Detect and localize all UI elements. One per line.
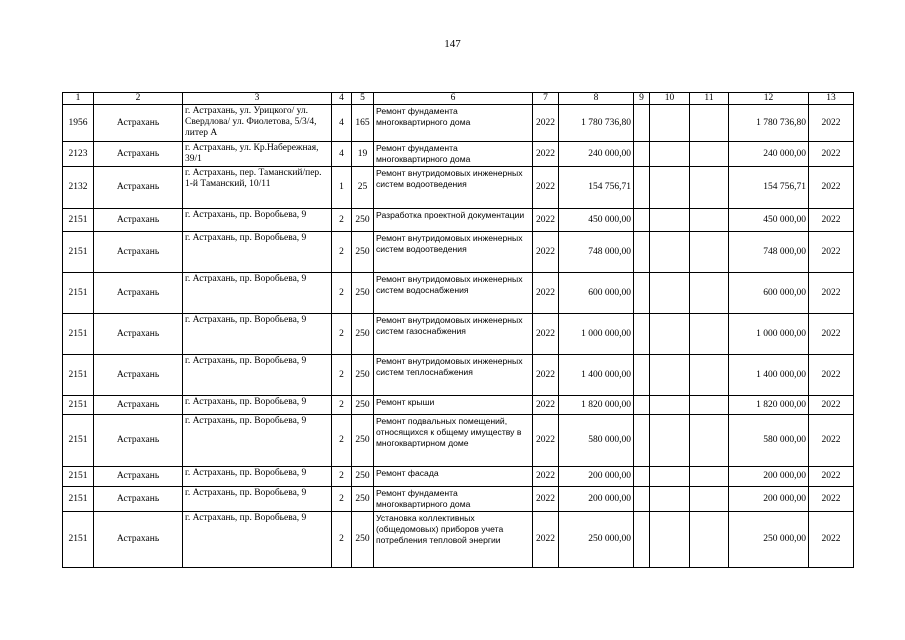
address-cell: г. Астрахань, пр. Воробьева, 9 (183, 314, 332, 355)
city-cell: Астрахань (94, 167, 183, 209)
table-row (63, 209, 854, 232)
table-row (63, 512, 854, 568)
empty-cell (650, 512, 690, 568)
completion-year-cell: 2022 (809, 273, 854, 314)
empty-cell (650, 487, 690, 512)
year-cell: 2022 (533, 487, 559, 512)
address-cell: г. Астрахань, пер. Таманский/пер. 1-й Таманский, 10/11 (183, 167, 332, 209)
empty-cell (634, 467, 650, 487)
city-cell: Астрахань (94, 512, 183, 568)
row-number-cell: 2151 (63, 487, 94, 512)
year-cell: 2022 (533, 142, 559, 167)
total-cost-cell: 1 820 000,00 (559, 396, 634, 415)
city-cell: Астрахань (94, 105, 183, 142)
total-cost-cell: 250 000,00 (559, 512, 634, 568)
empty-cell (650, 314, 690, 355)
city-cell: Астрахань (94, 314, 183, 355)
funding-cell: 1 820 000,00 (729, 396, 809, 415)
row-number-cell: 2151 (63, 512, 94, 568)
total-cost-cell: 200 000,00 (559, 487, 634, 512)
empty-cell (690, 167, 729, 209)
funding-cell: 154 756,71 (729, 167, 809, 209)
column-header: 4 (332, 93, 352, 105)
completion-year-cell: 2022 (809, 467, 854, 487)
total-cost-cell: 580 000,00 (559, 415, 634, 467)
empty-cell (690, 467, 729, 487)
column-header: 2 (94, 93, 183, 105)
area-cell: 250 (352, 355, 374, 396)
table-row (63, 487, 854, 512)
area-cell: 250 (352, 396, 374, 415)
empty-cell (634, 142, 650, 167)
area-cell: 165 (352, 105, 374, 142)
total-cost-cell: 154 756,71 (559, 167, 634, 209)
total-cost-cell: 1 780 736,80 (559, 105, 634, 142)
header-row (63, 93, 854, 105)
work-type-cell: Ремонт крыши (374, 396, 533, 415)
empty-cell (634, 167, 650, 209)
empty-cell (650, 105, 690, 142)
total-cost-cell: 1 400 000,00 (559, 355, 634, 396)
column-header: 8 (559, 93, 634, 105)
completion-year-cell: 2022 (809, 396, 854, 415)
column-header: 1 (63, 93, 94, 105)
table-row (63, 105, 854, 142)
floors-cell: 2 (332, 314, 352, 355)
funding-cell: 200 000,00 (729, 487, 809, 512)
row-number-cell: 2151 (63, 415, 94, 467)
floors-cell: 2 (332, 355, 352, 396)
empty-cell (690, 396, 729, 415)
city-cell: Астрахань (94, 209, 183, 232)
empty-cell (650, 142, 690, 167)
funding-cell: 600 000,00 (729, 273, 809, 314)
year-cell: 2022 (533, 232, 559, 273)
floors-cell: 2 (332, 396, 352, 415)
empty-cell (634, 355, 650, 396)
year-cell: 2022 (533, 209, 559, 232)
completion-year-cell: 2022 (809, 167, 854, 209)
total-cost-cell: 748 000,00 (559, 232, 634, 273)
completion-year-cell: 2022 (809, 142, 854, 167)
column-header: 11 (690, 93, 729, 105)
row-number-cell: 2151 (63, 209, 94, 232)
year-cell: 2022 (533, 355, 559, 396)
address-cell: г. Астрахань, пр. Воробьева, 9 (183, 467, 332, 487)
empty-cell (634, 314, 650, 355)
address-cell: г. Астрахань, пр. Воробьева, 9 (183, 487, 332, 512)
area-cell: 250 (352, 415, 374, 467)
empty-cell (650, 209, 690, 232)
empty-cell (634, 105, 650, 142)
funding-cell: 580 000,00 (729, 415, 809, 467)
area-cell: 250 (352, 487, 374, 512)
year-cell: 2022 (533, 467, 559, 487)
address-cell: г. Астрахань, ул. Урицкого/ ул. Свердлова/ ул. Фиолетова, 5/3/4, литер А (183, 105, 332, 142)
total-cost-cell: 1 000 000,00 (559, 314, 634, 355)
empty-cell (634, 273, 650, 314)
row-number-cell: 2132 (63, 167, 94, 209)
empty-cell (650, 415, 690, 467)
table-row (63, 355, 854, 396)
row-number-cell: 2151 (63, 273, 94, 314)
work-type-cell: Ремонт внутридомовых инженерных систем водоснабжения (374, 273, 533, 314)
total-cost-cell: 450 000,00 (559, 209, 634, 232)
floors-cell: 4 (332, 142, 352, 167)
table-row (63, 167, 854, 209)
empty-cell (634, 232, 650, 273)
completion-year-cell: 2022 (809, 487, 854, 512)
city-cell: Астрахань (94, 396, 183, 415)
table-row (63, 232, 854, 273)
row-number-cell: 2151 (63, 467, 94, 487)
total-cost-cell: 240 000,00 (559, 142, 634, 167)
column-header: 9 (634, 93, 650, 105)
address-cell: г. Астрахань, пр. Воробьева, 9 (183, 209, 332, 232)
area-cell: 250 (352, 467, 374, 487)
empty-cell (690, 209, 729, 232)
year-cell: 2022 (533, 396, 559, 415)
funding-cell: 240 000,00 (729, 142, 809, 167)
empty-cell (690, 512, 729, 568)
row-number-cell: 2151 (63, 314, 94, 355)
empty-cell (650, 467, 690, 487)
empty-cell (690, 487, 729, 512)
area-cell: 19 (352, 142, 374, 167)
funding-cell: 1 000 000,00 (729, 314, 809, 355)
floors-cell: 2 (332, 415, 352, 467)
row-number-cell: 2151 (63, 232, 94, 273)
work-type-cell: Ремонт фасада (374, 467, 533, 487)
year-cell: 2022 (533, 314, 559, 355)
table-row (63, 142, 854, 167)
column-header: 10 (650, 93, 690, 105)
work-type-cell: Ремонт внутридомовых инженерных систем водоотведения (374, 167, 533, 209)
table-row (63, 396, 854, 415)
empty-cell (650, 232, 690, 273)
floors-cell: 2 (332, 487, 352, 512)
table-row (63, 314, 854, 355)
floors-cell: 2 (332, 467, 352, 487)
total-cost-cell: 200 000,00 (559, 467, 634, 487)
empty-cell (634, 487, 650, 512)
empty-cell (690, 232, 729, 273)
total-cost-cell: 600 000,00 (559, 273, 634, 314)
empty-cell (634, 209, 650, 232)
empty-cell (690, 314, 729, 355)
empty-cell (650, 167, 690, 209)
row-number-cell: 2151 (63, 396, 94, 415)
city-cell: Астрахань (94, 273, 183, 314)
year-cell: 2022 (533, 415, 559, 467)
completion-year-cell: 2022 (809, 232, 854, 273)
funding-cell: 250 000,00 (729, 512, 809, 568)
floors-cell: 2 (332, 232, 352, 273)
area-cell: 25 (352, 167, 374, 209)
column-header: 7 (533, 93, 559, 105)
area-cell: 250 (352, 314, 374, 355)
year-cell: 2022 (533, 167, 559, 209)
funding-cell: 450 000,00 (729, 209, 809, 232)
city-cell: Астрахань (94, 142, 183, 167)
table-row (63, 415, 854, 467)
address-cell: г. Астрахань, пр. Воробьева, 9 (183, 396, 332, 415)
empty-cell (690, 415, 729, 467)
address-cell: г. Астрахань, пр. Воробьева, 9 (183, 273, 332, 314)
column-header: 5 (352, 93, 374, 105)
funding-cell: 200 000,00 (729, 467, 809, 487)
city-cell: Астрахань (94, 355, 183, 396)
completion-year-cell: 2022 (809, 415, 854, 467)
work-type-cell: Разработка проектной документации (374, 209, 533, 232)
area-cell: 250 (352, 232, 374, 273)
row-number-cell: 2151 (63, 355, 94, 396)
page-number: 147 (444, 38, 461, 50)
floors-cell: 4 (332, 105, 352, 142)
address-cell: г. Астрахань, пр. Воробьева, 9 (183, 415, 332, 467)
area-cell: 250 (352, 209, 374, 232)
completion-year-cell: 2022 (809, 105, 854, 142)
table-row (63, 273, 854, 314)
address-cell: г. Астрахань, ул. Кр.Набережная, 39/1 (183, 142, 332, 167)
completion-year-cell: 2022 (809, 314, 854, 355)
empty-cell (650, 396, 690, 415)
floors-cell: 2 (332, 209, 352, 232)
year-cell: 2022 (533, 273, 559, 314)
year-cell: 2022 (533, 512, 559, 568)
area-cell: 250 (352, 512, 374, 568)
city-cell: Астрахань (94, 415, 183, 467)
column-header: 3 (183, 93, 332, 105)
address-cell: г. Астрахань, пр. Воробьева, 9 (183, 512, 332, 568)
row-number-cell: 2123 (63, 142, 94, 167)
city-cell: Астрахань (94, 467, 183, 487)
repair-registry-table (62, 92, 854, 568)
empty-cell (650, 355, 690, 396)
work-type-cell: Установка коллективных (общедомовых) приборов учета потребления тепловой энергии (374, 512, 533, 568)
work-type-cell: Ремонт подвальных помещений, относящихся к общему имуществу в многоквартирном доме (374, 415, 533, 467)
empty-cell (634, 512, 650, 568)
work-type-cell: Ремонт внутридомовых инженерных систем теплоснабжения (374, 355, 533, 396)
column-header: 6 (374, 93, 533, 105)
work-type-cell: Ремонт внутридомовых инженерных систем газоснабжения (374, 314, 533, 355)
work-type-cell: Ремонт фундамента многоквартирного дома (374, 487, 533, 512)
empty-cell (690, 142, 729, 167)
work-type-cell: Ремонт внутридомовых инженерных систем водоотведения (374, 232, 533, 273)
work-type-cell: Ремонт фундамента многоквартирного дома (374, 105, 533, 142)
column-header: 13 (809, 93, 854, 105)
address-cell: г. Астрахань, пр. Воробьева, 9 (183, 355, 332, 396)
address-cell: г. Астрахань, пр. Воробьева, 9 (183, 232, 332, 273)
completion-year-cell: 2022 (809, 512, 854, 568)
row-number-cell: 1956 (63, 105, 94, 142)
completion-year-cell: 2022 (809, 209, 854, 232)
empty-cell (690, 355, 729, 396)
empty-cell (634, 396, 650, 415)
funding-cell: 1 780 736,80 (729, 105, 809, 142)
funding-cell: 1 400 000,00 (729, 355, 809, 396)
empty-cell (690, 273, 729, 314)
floors-cell: 2 (332, 273, 352, 314)
funding-cell: 748 000,00 (729, 232, 809, 273)
floors-cell: 1 (332, 167, 352, 209)
city-cell: Астрахань (94, 232, 183, 273)
table-row (63, 467, 854, 487)
floors-cell: 2 (332, 512, 352, 568)
work-type-cell: Ремонт фундамента многоквартирного дома (374, 142, 533, 167)
empty-cell (634, 415, 650, 467)
empty-cell (690, 105, 729, 142)
area-cell: 250 (352, 273, 374, 314)
empty-cell (650, 273, 690, 314)
completion-year-cell: 2022 (809, 355, 854, 396)
city-cell: Астрахань (94, 487, 183, 512)
column-header: 12 (729, 93, 809, 105)
year-cell: 2022 (533, 105, 559, 142)
